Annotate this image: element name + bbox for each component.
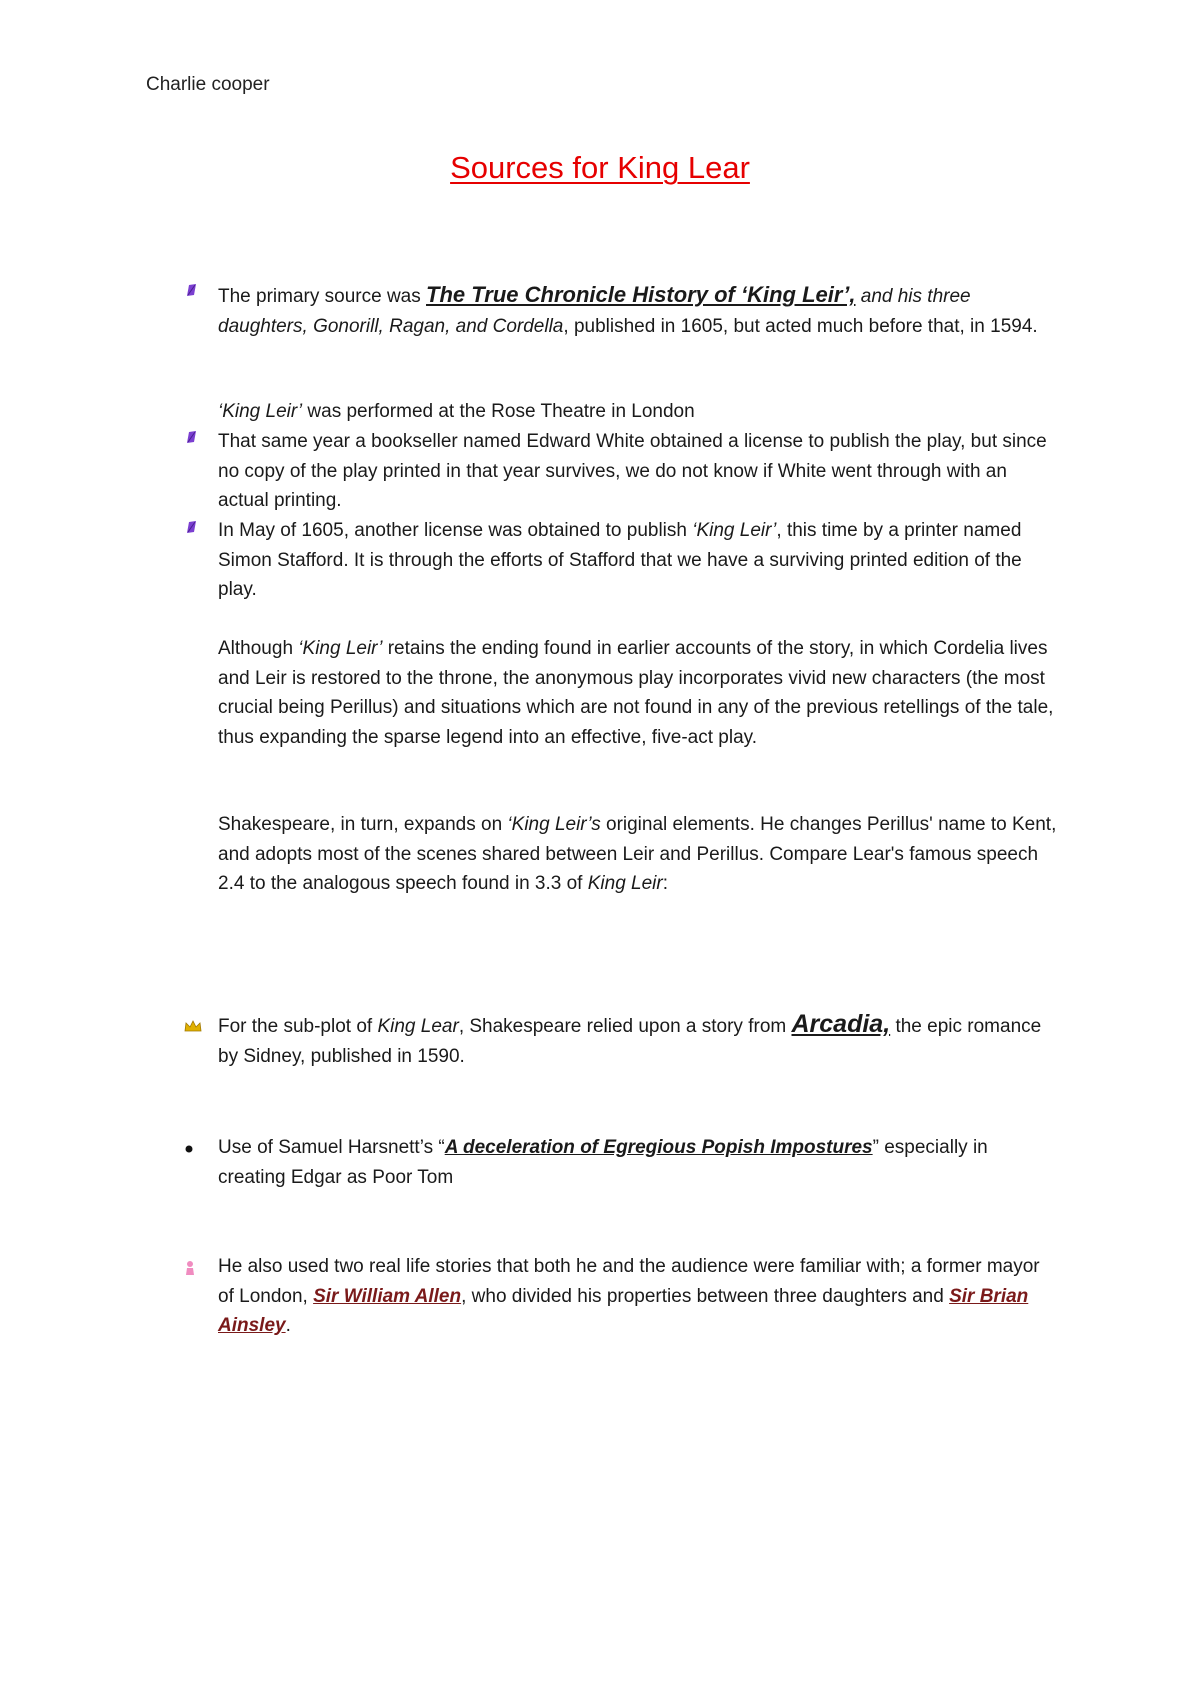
crown-icon — [184, 1020, 202, 1034]
purple-leaf-icon — [184, 520, 198, 534]
paragraph-real-life-stories: He also used two real life stories that both he and the audience were familiar with; a former mayor of London, Sir William Allen, who divided his properties between three daughters and Sir Brian Ainsley. — [218, 1256, 1040, 1336]
author-name: Charlie cooper — [146, 74, 270, 95]
paragraph-subplot-arcadia: For the sub-plot of King Lear, Shakespeare relied upon a story from Arcadia, the epic romance by Sidney, published in 1590. — [218, 1010, 1042, 1067]
paragraph-simon-stafford: In May of 1605, another license was obtained to publish ‘King Leir’, this time by a printer named Simon Stafford. It is through the efforts of Stafford that we have a surviving printed edition of the play. — [218, 520, 1022, 600]
document-title: Sources for King Lear — [450, 150, 750, 185]
paragraph-edward-white: That same year a bookseller named Edward White obtained a license to publish the play, but since no copy of the play printed in that year survives, we do not know if White went through with an actual printing. — [218, 431, 1047, 511]
purple-leaf-icon — [184, 283, 198, 297]
paragraph-primary-source: The primary source was The True Chronicle History of ‘King Leir’, and his three daughters, Gonorill, Ragan, and Cordella, published in 1605, but acted much before that, in 1594. — [218, 282, 1038, 337]
sir-brian-ainsley-link[interactable]: Sir Brian Ainsley — [218, 1285, 1029, 1336]
purple-leaf-icon — [184, 430, 198, 444]
arcadia-link[interactable]: Arcadia, — [791, 1010, 891, 1038]
paragraph-harsnett: Use of Samuel Harsnett’s “A deceleration of Egregious Popish Impostures” especially in creating Edgar as Poor Tom — [218, 1137, 988, 1188]
pink-figure-icon — [184, 1260, 196, 1276]
sir-william-allen-link[interactable]: Sir William Allen — [313, 1285, 462, 1307]
true-chronicle-link[interactable]: The True Chronicle History of ‘King Leir’, — [426, 282, 856, 307]
harsnett-link[interactable]: A deceleration of Egregious Popish Impostures — [444, 1137, 873, 1158]
paragraph-although: Although ‘King Leir’ retains the ending found in earlier accounts of the story, in which Cordelia lives and Leir is restored to the throne, the anonymous play incorporates vivid new characters (the most crucial being Perillus) and situations which are not found in any of the previous retellings of the tale, thus expanding the sparse legend into an effective, five-act play. — [218, 638, 1054, 748]
black-dot-icon — [184, 1144, 194, 1154]
paragraph-rose-theatre: ‘King Leir’ was performed at the Rose Theatre in London — [218, 401, 695, 422]
paragraph-shakespeare-expands: Shakespeare, in turn, expands on ‘King Leir’s original elements. He changes Perillus' name to Kent, and adopts most of the scenes shared between Leir and Perillus. Compare Lear's famous speech 2.4 to the analogous speech found in 3.3 of King Leir: — [218, 814, 1057, 894]
